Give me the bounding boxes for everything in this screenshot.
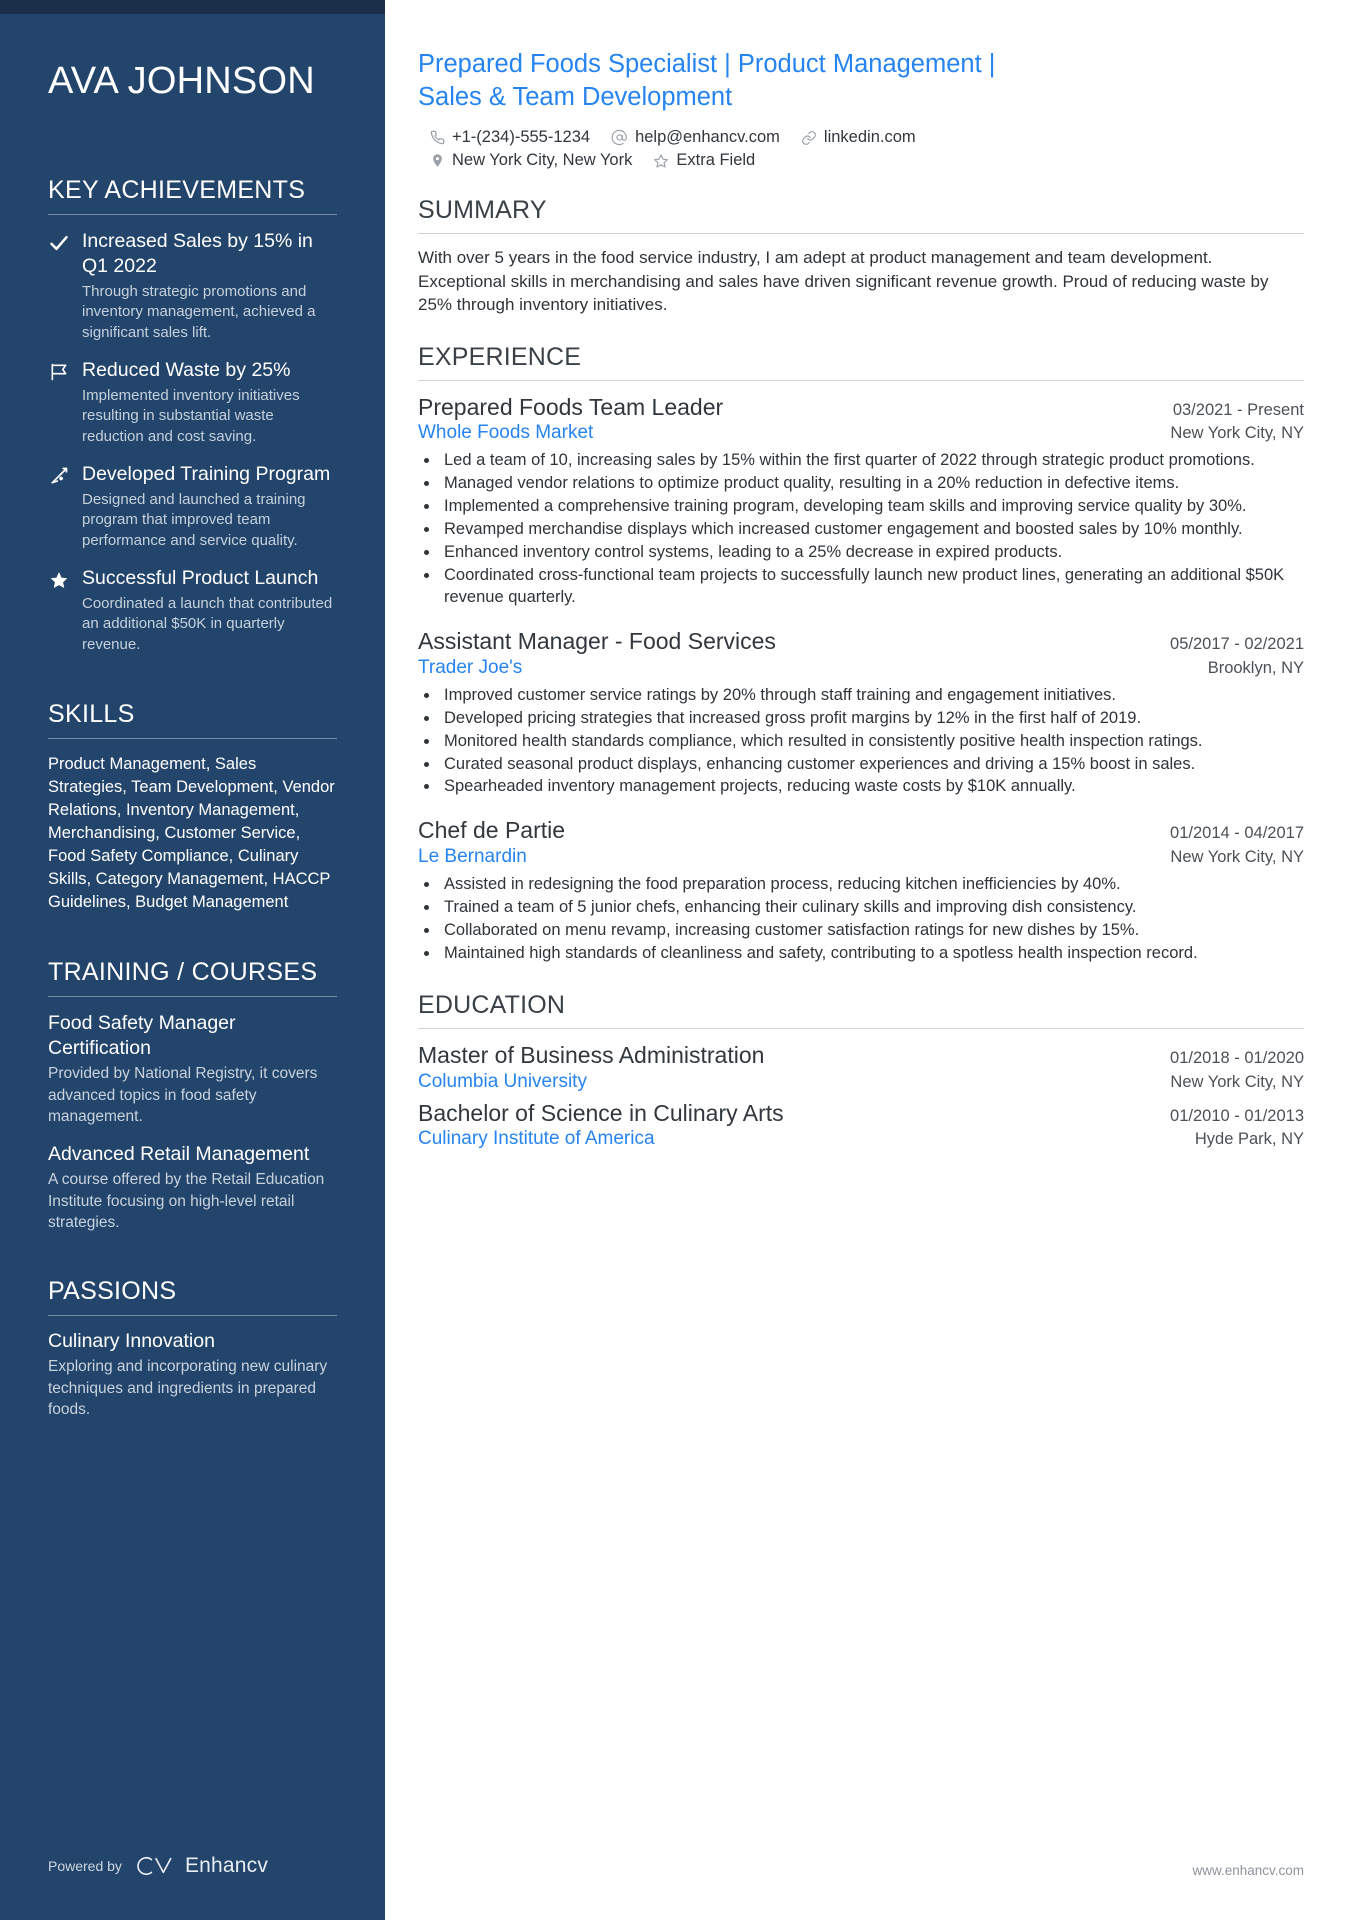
main-column — [385, 0, 1356, 1920]
experience-item — [418, 393, 1304, 609]
section-experience — [418, 343, 1304, 965]
divider — [48, 738, 337, 739]
skills-list: Product Management, Sales Strategies, Team Development, Vendor Relations, Inventory Management, Merchandising, Customer Service, Food Safety Compliance, Culinary Skills, Category Management, HACCP Guidelines, Budget Management — [48, 754, 335, 912]
link-icon — [801, 130, 817, 146]
website-footer: www.enhancv.com — [1192, 1863, 1304, 1878]
flag-icon — [48, 358, 70, 448]
check-icon — [48, 229, 70, 344]
job-bullet: • Developed pricing strategies that increased gross profit margins by 12% in the first half of 2019. — [440, 708, 1304, 730]
divider — [48, 214, 337, 215]
job-company[interactable]: Whole Foods Market — [418, 422, 594, 444]
education-item — [418, 1041, 1304, 1093]
job-date: 05/2017 - 02/2021 — [1170, 634, 1304, 653]
job-title: Prepared Foods Team Leader — [418, 393, 724, 420]
headline: Prepared Foods Specialist | Product Management | Sales & Team Development — [418, 50, 996, 112]
contact-location — [430, 151, 632, 170]
job-bullets — [440, 450, 1304, 609]
job-bullet: • Spearheaded inventory management projects, reducing waste costs by $10K annually. — [440, 776, 1304, 798]
skills-heading: SKILLS — [48, 699, 135, 728]
sidebar-top-accent-bar — [0, 0, 385, 14]
achievement-title: Increased Sales by 15% in Q1 2022 — [82, 229, 313, 277]
powered-by-enhancv — [48, 1854, 268, 1878]
achievement-title: Developed Training Program — [82, 462, 331, 485]
achievement-item — [48, 462, 337, 552]
link-value: linkedin.com — [823, 128, 916, 147]
job-bullets — [440, 874, 1304, 965]
powered-by-label: Powered by — [48, 1858, 122, 1874]
job-bullet: • Assisted in redesigning the food preparation process, reducing kitchen inefficiencies by 40%. — [440, 874, 1304, 896]
section-summary — [418, 196, 1304, 316]
degree-date: 01/2010 - 01/2013 — [1170, 1106, 1304, 1125]
school-location: Hyde Park, NY — [1194, 1130, 1304, 1149]
achievement-title: Successful Product Launch — [82, 566, 319, 589]
contact-row — [430, 151, 1304, 170]
job-bullet: • Maintained high standards of cleanliness and safety, contributing to a spotless health inspection record. — [440, 943, 1304, 965]
passion-item — [48, 1330, 337, 1420]
experience-heading: EXPERIENCE — [418, 342, 582, 371]
email-value: help@enhancv.com — [635, 128, 780, 147]
job-bullet: • Curated seasonal product displays, enhancing customer experiences and driving a 15% boost in sales. — [440, 754, 1304, 776]
rocket-icon — [48, 462, 70, 552]
job-bullet: • Enhanced inventory control systems, leading to a 25% decrease in expired products. — [440, 542, 1304, 564]
job-date: 01/2014 - 04/2017 — [1170, 824, 1304, 843]
experience-item — [418, 816, 1304, 965]
job-title: Chef de Partie — [418, 817, 566, 844]
job-company[interactable]: Le Bernardin — [418, 846, 527, 868]
contact-row — [430, 128, 1304, 147]
degree-date: 01/2018 - 01/2020 — [1170, 1048, 1304, 1067]
job-bullet: • Managed vendor relations to optimize product quality, resulting in a 20% reduction in defective items. — [440, 473, 1304, 495]
star-outline-icon — [653, 153, 669, 169]
school-name[interactable]: Culinary Institute of America — [418, 1128, 655, 1150]
job-bullet: • Monitored health standards compliance, which resulted in consistently positive health inspection ratings. — [440, 731, 1304, 753]
section-education — [418, 991, 1304, 1151]
job-bullet: • Revamped merchandise displays which increased customer engagement and boosted sales by 10% monthly. — [440, 519, 1304, 541]
job-bullet: • Implemented a comprehensive training program, developing team skills and improving service quality by 30%. — [440, 496, 1304, 518]
job-bullet: • Collaborated on menu revamp, increasing customer satisfaction ratings for new dishes by 15%. — [440, 920, 1304, 942]
passions-heading: PASSIONS — [48, 1277, 177, 1306]
contact-info — [418, 128, 1304, 170]
achievement-description: Implemented inventory initiatives resulting in substantial waste reduction and cost saving. — [82, 386, 300, 445]
achievement-title: Reduced Waste by 25% — [82, 358, 291, 381]
job-date: 03/2021 - Present — [1172, 400, 1304, 419]
experience-item — [418, 627, 1304, 798]
summary-heading: SUMMARY — [418, 196, 547, 225]
job-company[interactable]: Trader Joe's — [418, 656, 523, 678]
job-bullet: • Improved customer service ratings by 20% through staff training and engagement initiatives. — [440, 685, 1304, 707]
job-location: New York City, NY — [1170, 424, 1304, 443]
training-heading: TRAINING / COURSES — [48, 958, 318, 987]
contact-phone[interactable] — [430, 128, 590, 147]
course-title: Food Safety Manager Certification — [48, 1012, 236, 1059]
education-item — [418, 1099, 1304, 1151]
job-location: Brooklyn, NY — [1207, 658, 1304, 677]
key-achievements-heading: KEY ACHIEVEMENTS — [48, 175, 306, 204]
phone-icon — [430, 130, 445, 145]
degree-title: Master of Business Administration — [418, 1041, 765, 1068]
school-location: New York City, NY — [1170, 1072, 1304, 1091]
summary-text: With over 5 years in the food service industry, I am adept at product management and team development. Exceptional skills in merchandising and sales have driven significant revenue growth. Proud of reducing waste by 25% through inventory initiatives. — [418, 248, 1269, 315]
job-bullet: • Coordinated cross-functional team projects to successfully launch new product lines, generating an additional $50K revenue quarterly. — [440, 565, 1304, 609]
enhancv-brand-name: Enhancv — [184, 1854, 269, 1877]
passion-title: Culinary Innovation — [48, 1330, 215, 1353]
location-pin-icon — [430, 152, 445, 169]
course-title: Advanced Retail Management — [48, 1142, 310, 1165]
job-bullet: • Led a team of 10, increasing sales by 15% within the first quarter of 2022 through strategic product promotions. — [440, 450, 1304, 472]
section-key-achievements — [48, 176, 337, 656]
course-item — [48, 1011, 337, 1127]
divider — [418, 380, 1304, 381]
location-value: New York City, New York — [452, 151, 633, 170]
section-training-courses — [48, 958, 337, 1233]
extra-field-value: Extra Field — [676, 151, 756, 170]
achievement-item — [48, 229, 337, 344]
job-bullets — [440, 685, 1304, 799]
sidebar — [0, 0, 385, 1920]
contact-email[interactable] — [611, 128, 780, 147]
candidate-name: AVA JOHNSON — [48, 60, 315, 102]
job-title: Assistant Manager - Food Services — [418, 627, 776, 654]
section-skills — [48, 700, 337, 915]
school-name[interactable]: Columbia University — [418, 1070, 587, 1092]
achievement-item — [48, 358, 337, 448]
section-passions — [48, 1277, 337, 1420]
star-icon — [48, 566, 70, 656]
achievement-item — [48, 566, 337, 656]
job-bullet: • Trained a team of 5 junior chefs, enhancing their culinary skills and improving dish consistency. — [440, 897, 1304, 919]
course-item — [48, 1142, 337, 1234]
degree-title: Bachelor of Science in Culinary Arts — [418, 1099, 784, 1126]
contact-link[interactable] — [801, 128, 916, 147]
achievement-description: Coordinated a launch that contributed an additional $50K in quarterly revenue. — [82, 594, 333, 654]
course-description: Provided by National Registry, it covers advanced topics in food safety management. — [48, 1065, 318, 1126]
enhancv-logo — [134, 1854, 268, 1878]
contact-extra-field — [653, 151, 755, 170]
achievement-description: Through strategic promotions and inventory management, achieved a significant sales lift. — [82, 282, 316, 341]
phone-value: +1-(234)-555-1234 — [452, 128, 591, 147]
education-heading: EDUCATION — [418, 990, 566, 1019]
divider — [48, 996, 337, 997]
divider — [418, 233, 1304, 234]
divider — [48, 1315, 337, 1316]
achievement-description: Designed and launched a training program that improved team performance and service quality. — [82, 490, 306, 549]
divider — [418, 1028, 1304, 1029]
job-location: New York City, NY — [1170, 848, 1304, 867]
at-icon — [611, 129, 628, 146]
passion-description: Exploring and incorporating new culinary techniques and ingredients in prepared foods. — [48, 1358, 328, 1419]
course-description: A course offered by the Retail Education Institute focusing on high-level retail strategies. — [48, 1171, 325, 1231]
